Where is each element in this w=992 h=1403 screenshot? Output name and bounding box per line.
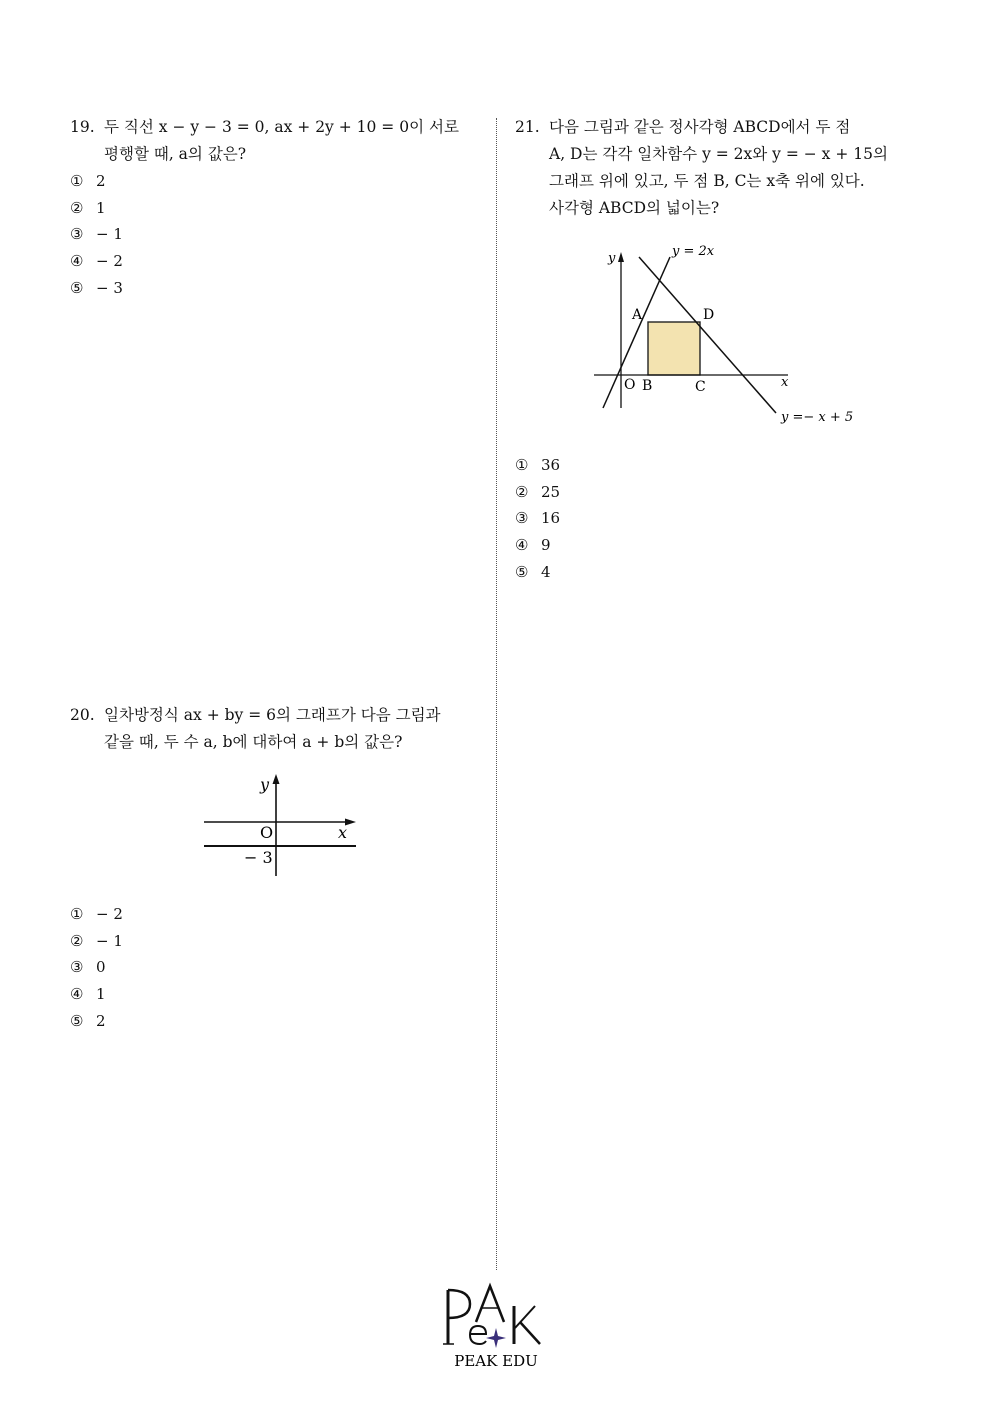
choice-mark: ③ [70, 225, 84, 244]
question-number: 20. [70, 706, 95, 724]
question-text-line1: 두 직선 x − y − 3 = 0, ax + 2y + 10 = 0이 서로 [104, 118, 459, 136]
choice-text: 2 [96, 1011, 106, 1030]
choice-text: − 1 [96, 225, 123, 244]
choice-4[interactable] [70, 248, 123, 275]
point-a-label: A [632, 307, 643, 323]
choice-text: − 2 [96, 252, 123, 271]
choice-text: 1 [96, 985, 106, 1004]
y-axis-arrow [273, 774, 280, 784]
choice-text: 16 [541, 509, 561, 528]
choices-20 [70, 901, 123, 1034]
y-axis-arrow [618, 252, 624, 262]
choice-text: − 3 [96, 278, 123, 297]
peak-edu-logo [440, 1282, 552, 1372]
choice-mark: ⑤ [70, 1011, 84, 1030]
choice-text: 2 [96, 172, 106, 190]
choice-text: 0 [96, 958, 106, 977]
square-abcd [648, 322, 700, 375]
choice-2[interactable] [70, 195, 123, 222]
choice-4[interactable] [70, 981, 123, 1008]
choice-2[interactable] [70, 928, 123, 955]
choice-5[interactable] [515, 559, 560, 586]
choice-3[interactable] [515, 505, 560, 532]
choice-mark: ① [515, 456, 529, 474]
choice-mark: ④ [515, 536, 529, 555]
point-c-label: C [695, 379, 706, 395]
x-axis-label: x [338, 823, 348, 842]
question-19 [70, 114, 470, 174]
column-divider [496, 118, 497, 1270]
choices-19 [70, 168, 123, 301]
choice-mark: ⑤ [70, 278, 84, 297]
question-text-line1: 일차방정식 ax + by = 6의 그래프가 다음 그림과 [104, 706, 441, 724]
peak-logo-mark [440, 1282, 552, 1372]
figure-20 [196, 770, 362, 882]
choice-mark: ② [70, 931, 84, 950]
choice-text: 25 [541, 482, 561, 501]
question-text-line1: 다음 그림과 같은 정사각형 ABCD에서 두 점 [549, 118, 851, 136]
choice-1[interactable] [515, 452, 560, 479]
choice-text: − 2 [96, 905, 123, 923]
origin-label: O [624, 377, 636, 393]
question-text-line2: 같을 때, 두 수 a, b에 대하여 a + b의 값은? [104, 733, 403, 751]
choice-5[interactable] [70, 1008, 123, 1035]
choice-mark: ② [70, 198, 84, 217]
question-21 [515, 114, 915, 224]
choice-mark: ③ [515, 509, 529, 528]
question-number: 21. [515, 118, 540, 136]
choice-4[interactable] [515, 532, 560, 559]
choice-mark: ② [515, 482, 529, 501]
question-text-line2: A, D는 각각 일차함수 y = 2x와 y = − x + 15의 [549, 145, 888, 163]
choice-3[interactable] [70, 954, 123, 981]
choice-1[interactable] [70, 168, 123, 195]
line1-label: y = 2x [672, 244, 715, 259]
question-text-line2: 평행할 때, a의 값은? [104, 145, 247, 163]
choices-21 [515, 452, 560, 585]
choice-mark: ① [70, 172, 84, 190]
choice-mark: ③ [70, 958, 84, 977]
logo-caption: PEAK EDU [454, 1352, 538, 1370]
line2-label: y =− x + 5 [781, 410, 854, 425]
question-number: 19. [70, 118, 95, 136]
y-axis-label: y [260, 775, 270, 794]
choice-mark: ④ [70, 985, 84, 1004]
choice-mark: ④ [70, 252, 84, 271]
choice-5[interactable] [70, 275, 123, 302]
choice-mark: ⑤ [515, 562, 529, 581]
question-text-line4: 사각형 ABCD의 넓이는? [549, 199, 720, 217]
choice-text: 9 [541, 536, 551, 555]
figure-21 [590, 238, 860, 428]
choice-mark: ① [70, 905, 84, 923]
choice-text: − 1 [96, 931, 123, 950]
choice-text: 1 [96, 198, 106, 217]
choice-3[interactable] [70, 221, 123, 248]
choice-text: 36 [541, 456, 561, 474]
choice-text: 4 [541, 562, 551, 581]
choice-2[interactable] [515, 479, 560, 506]
point-d-label: D [703, 307, 715, 323]
origin-label: O [260, 823, 274, 842]
question-text-line3: 그래프 위에 있고, 두 점 B, C는 x축 위에 있다. [549, 172, 865, 190]
question-20 [70, 702, 470, 762]
point-b-label: B [642, 378, 653, 394]
intercept-label: − 3 [244, 848, 273, 867]
x-axis-label: x [781, 375, 789, 390]
star-icon [486, 1328, 506, 1348]
choice-1[interactable] [70, 901, 123, 928]
y-axis-label: y [608, 251, 616, 266]
